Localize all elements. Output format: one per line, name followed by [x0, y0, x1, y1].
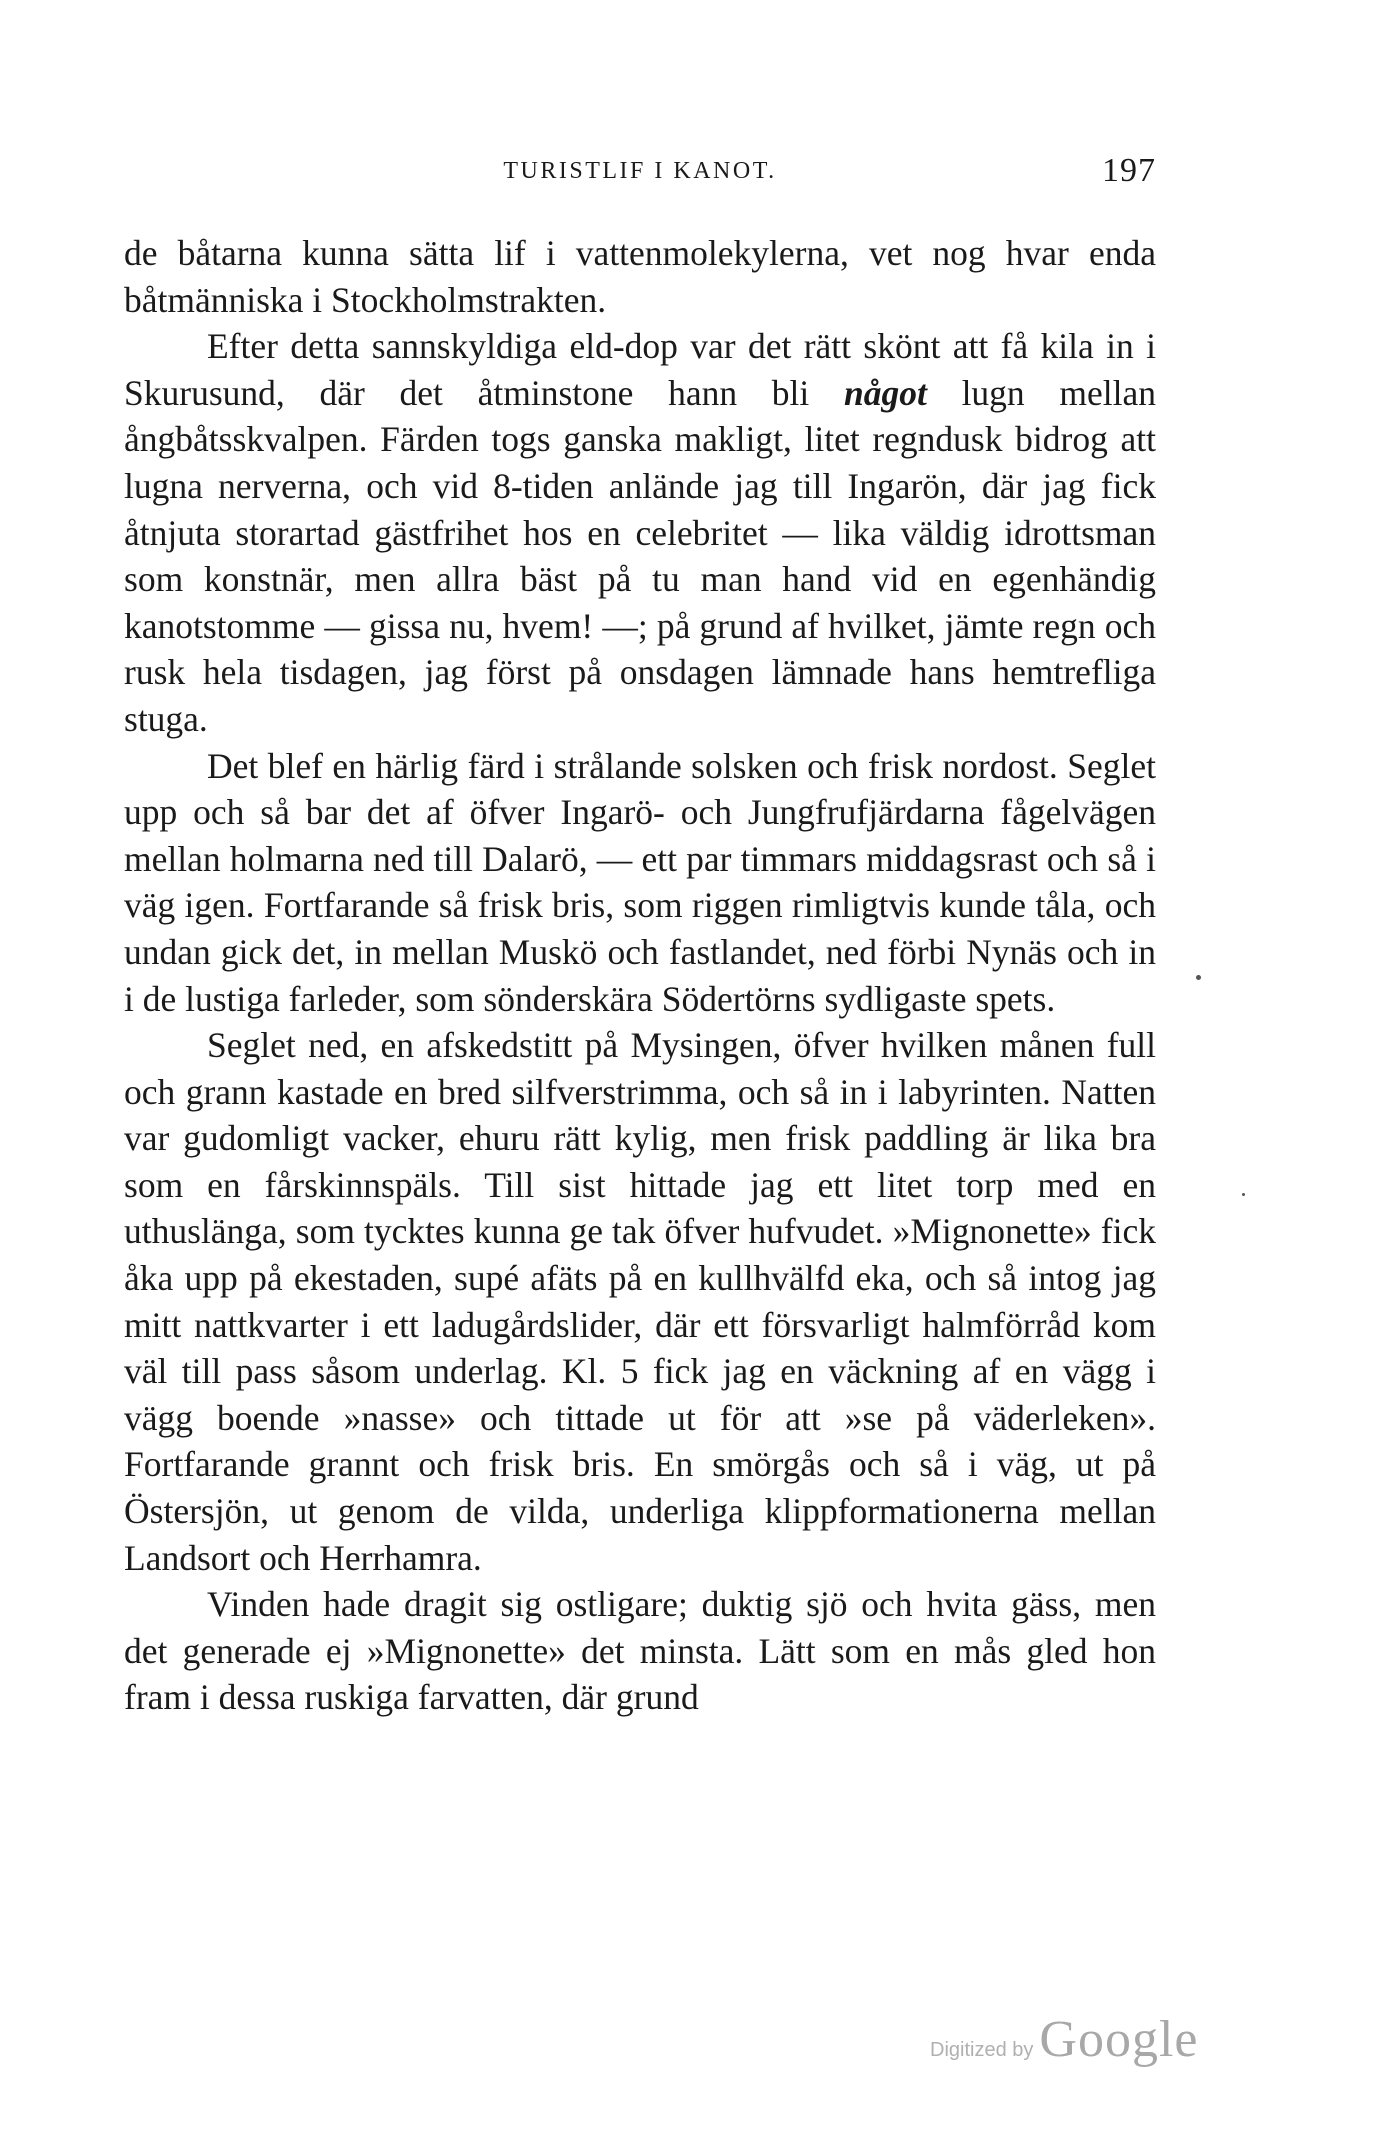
paragraph: [124, 1022, 1156, 1581]
page-number: 197: [1102, 152, 1156, 189]
paragraph: [124, 230, 1156, 323]
body-text: [124, 230, 1156, 1721]
watermark-logo: Google: [1039, 2011, 1199, 2068]
emphasized-word: något: [844, 372, 927, 413]
paragraph: [124, 743, 1156, 1023]
page-speck: [1196, 975, 1201, 980]
paragraph: [124, 323, 1156, 742]
digitization-watermark: [930, 2010, 1198, 2070]
paragraph-text: Efter detta sannskyldiga eld-dop var det rätt skönt att få kila in i Skurusund, där det åtminstone hann bli: [124, 326, 1156, 413]
watermark-prefix: Digitized by: [930, 2039, 1034, 2061]
running-header: [124, 152, 1156, 198]
paragraph-text: de båtarna kunna sätta lif i vattenmolekylerna, vet nog hvar enda båtmänniska i Stockholmstrakten.: [124, 233, 1156, 320]
paragraph-text: Vinden hade dragit sig ostligare; duktig sjö och hvita gäss, men det generade ej »Mignonette» det minsta. Lätt som en mås gled hon fram i dessa ruskiga farvatten, där grund: [124, 1584, 1156, 1718]
paragraph-text: Det blef en härlig färd i strålande solsken och frisk nordost. Seglet upp och så bar det af öfver Ingarö- och Jungfrufjärdarna fågelvägen mellan holmarna ned till Dalarö, — ett par timmars middagsrast och så i väg igen. Fortfarande så frisk bris, som riggen rimligtvis kunde tåla, och undan gick det, in mellan Muskö och fastlandet, ned förbi Nynäs och in i de lustiga farleder, som sönderskära Södertörns sydligaste spets.: [124, 745, 1156, 1019]
paragraph-text: Seglet ned, en afskedstitt på Mysingen, öfver hvilken månen full och grann kastade en bred silfverstrimma, och så in i labyrinten. Natten var gudomligt vacker, ehuru rätt kylig, men frisk paddling är lika bra som en fårskinnspäls. Till sist hittade jag ett litet torp med en uthuslänga, som tycktes kunna ge tak öfver hufvudet. »Mignonette» fick åka upp på ekestaden, supé afäts på en kullhvälfd eka, och så intog jag mitt nattkvarter i ett ladugårdslider, där ett försvarligt halmförråd kom väl till pass såsom underlag. Kl. 5 fick jag en väckning af en vägg i vägg boende »nasse» och tittade ut för att »se på väderleken». Fortfarande grannt och frisk bris. En smörgås och så i väg, ut på Östersjön, ut genom de vilda, underliga klippformationerna mellan Landsort och Herrhamra.: [124, 1025, 1156, 1578]
running-title: TURISTLIF I KANOT.: [503, 158, 777, 184]
paragraph-text: lugn mellan ångbåtsskvalpen. Färden togs ganska makligt, litet regndusk bidrog att lugna nerverna, och vid 8-tiden anlände jag till Ingarön, där jag fick åtnjuta storartad gästfrihet hos en celebritet — lika väldig idrottsman som konstnär, men allra bäst på tu man hand vid en egenhändig kanotstomme — gissa nu, hvem! —; på grund af hvilket, jämte regn och rusk hela tisdagen, jag först på onsdagen lämnade hans hemtrefliga stuga.: [124, 372, 1157, 739]
page-speck: [1242, 1193, 1245, 1196]
paragraph: [124, 1581, 1156, 1721]
